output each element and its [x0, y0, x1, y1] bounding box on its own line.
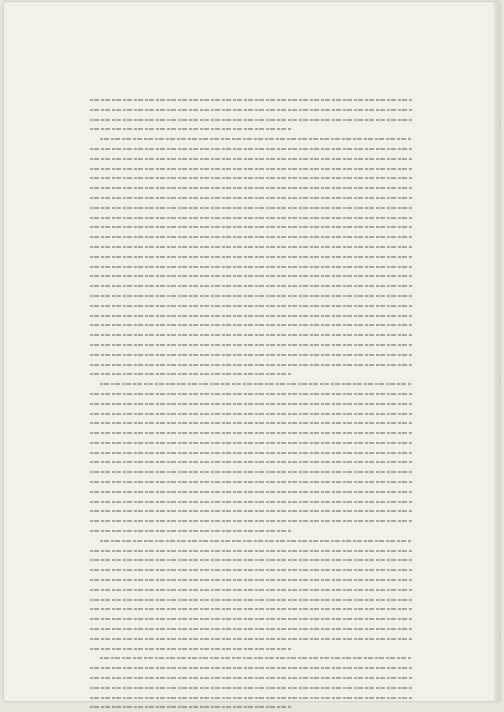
- text-line: [90, 438, 412, 448]
- text-line: [90, 124, 412, 134]
- text-line: [90, 164, 412, 174]
- text-line: [90, 409, 412, 419]
- text-line: [90, 448, 412, 458]
- text-line: [90, 418, 412, 428]
- page-edge: [494, 2, 500, 701]
- text-line: [90, 653, 412, 663]
- text-line: [90, 360, 412, 370]
- text-line: [90, 301, 412, 311]
- text-line: [90, 624, 412, 634]
- text-line: [90, 95, 412, 105]
- text-line: [90, 183, 412, 193]
- text-line: [90, 252, 412, 262]
- text-line: [90, 281, 412, 291]
- text-line: [90, 271, 412, 281]
- text-line: [90, 193, 412, 203]
- text-line: [90, 242, 412, 252]
- text-line: [90, 702, 412, 712]
- text-line: [90, 536, 412, 546]
- text-line: [90, 311, 412, 321]
- text-line: [90, 428, 412, 438]
- text-line: [90, 487, 412, 497]
- text-line: [90, 595, 412, 605]
- text-line: [90, 330, 412, 340]
- text-line: [90, 144, 412, 154]
- text-line: [90, 399, 412, 409]
- document-page: [4, 2, 500, 701]
- text-line: [90, 693, 412, 703]
- text-line: [90, 105, 412, 115]
- text-line: [90, 115, 412, 125]
- text-line: [90, 457, 412, 467]
- text-line: [90, 663, 412, 673]
- text-line: [90, 555, 412, 565]
- text-line: [90, 213, 412, 223]
- text-line: [90, 232, 412, 242]
- text-line: [90, 154, 412, 164]
- text-line: [90, 614, 412, 624]
- text-line: [90, 291, 412, 301]
- text-line: [90, 585, 412, 595]
- text-line: [90, 350, 412, 360]
- text-line: [90, 506, 412, 516]
- text-line: [90, 262, 412, 272]
- text-line: [90, 683, 412, 693]
- text-line: [90, 644, 412, 654]
- text-line: [90, 516, 412, 526]
- text-line: [90, 546, 412, 556]
- text-line: [90, 389, 412, 399]
- text-line: [90, 477, 412, 487]
- text-line: [90, 134, 412, 144]
- text-line: [90, 497, 412, 507]
- text-line: [90, 222, 412, 232]
- text-line: [90, 379, 412, 389]
- text-line: [90, 320, 412, 330]
- text-line: [90, 575, 412, 585]
- text-line: [90, 673, 412, 683]
- text-line: [90, 565, 412, 575]
- text-line: [90, 467, 412, 477]
- text-line: [90, 634, 412, 644]
- body-text: [90, 95, 412, 712]
- text-line: [90, 340, 412, 350]
- text-line: [90, 369, 412, 379]
- text-line: [90, 526, 412, 536]
- text-line: [90, 173, 412, 183]
- text-line: [90, 604, 412, 614]
- text-line: [90, 203, 412, 213]
